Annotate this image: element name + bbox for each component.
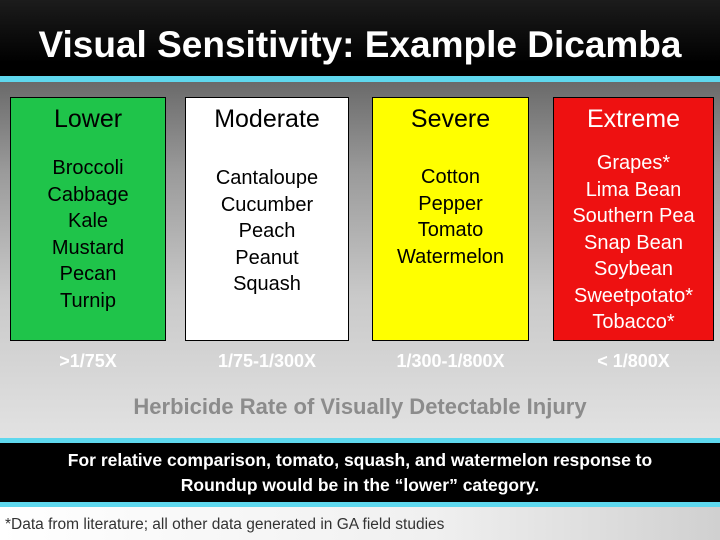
category-label-lower: Lower bbox=[53, 104, 123, 133]
crop-item: Tomato bbox=[417, 219, 484, 241]
crop-item: Soybean bbox=[594, 258, 673, 280]
crop-item: Southern Pea bbox=[572, 205, 695, 227]
rate-label-extreme: < 1/800X bbox=[597, 351, 670, 371]
crop-item: Tobacco* bbox=[592, 311, 675, 333]
rate-label-severe: 1/300-1/800X bbox=[396, 351, 505, 371]
crop-item: Turnip bbox=[60, 289, 116, 312]
footnote: *Data from literature; all other data generated in GA field studies bbox=[5, 516, 445, 533]
crop-list-lower bbox=[11, 155, 165, 314]
crop-item: Pepper bbox=[418, 192, 483, 215]
crop-item: Mustard bbox=[51, 236, 125, 259]
footer-bar bbox=[0, 507, 720, 540]
crop-item: Cabbage bbox=[47, 183, 129, 206]
crop-item: Watermelon bbox=[396, 245, 505, 268]
crop-item: Lima Bean bbox=[585, 178, 682, 201]
crop-item: Peanut bbox=[235, 246, 299, 269]
crop-item: Peach bbox=[238, 220, 296, 242]
crop-list-severe bbox=[373, 164, 528, 270]
rate-label-lower: >1/75X bbox=[59, 351, 117, 371]
crop-item: Kale bbox=[67, 210, 109, 232]
crop-item: Sweetpotato* bbox=[574, 284, 693, 307]
crop-list-moderate bbox=[186, 165, 348, 298]
crop-item: Pecan bbox=[59, 263, 117, 285]
note-line: Roundup would be in the “lower” category. bbox=[180, 475, 540, 495]
category-box-moderate bbox=[185, 97, 349, 341]
category-label-moderate: Moderate bbox=[214, 104, 320, 133]
crop-item: Squash bbox=[233, 273, 301, 295]
slide-title: Visual Sensitivity: Example Dicamba bbox=[38, 24, 682, 65]
crop-item: Cotton bbox=[421, 166, 480, 188]
comparison-note bbox=[0, 443, 720, 502]
crop-item: Broccoli bbox=[52, 157, 124, 179]
axis-caption: Herbicide Rate of Visually Detectable Injury bbox=[133, 394, 587, 419]
category-label-extreme: Extreme bbox=[586, 104, 681, 133]
crop-item: Cantaloupe bbox=[215, 167, 319, 189]
category-box-lower bbox=[10, 97, 166, 341]
category-box-severe bbox=[372, 97, 529, 341]
crop-list-extreme bbox=[554, 150, 713, 336]
crop-item: Grapes* bbox=[596, 152, 671, 174]
crop-item: Cucumber bbox=[220, 193, 314, 216]
category-label-severe: Severe bbox=[410, 104, 491, 133]
note-line: For relative comparison, tomato, squash, and watermelon response to bbox=[67, 450, 653, 470]
crop-item: Snap Bean bbox=[584, 231, 683, 254]
rate-label-moderate: 1/75-1/300X bbox=[217, 351, 317, 371]
category-box-extreme bbox=[553, 97, 714, 341]
